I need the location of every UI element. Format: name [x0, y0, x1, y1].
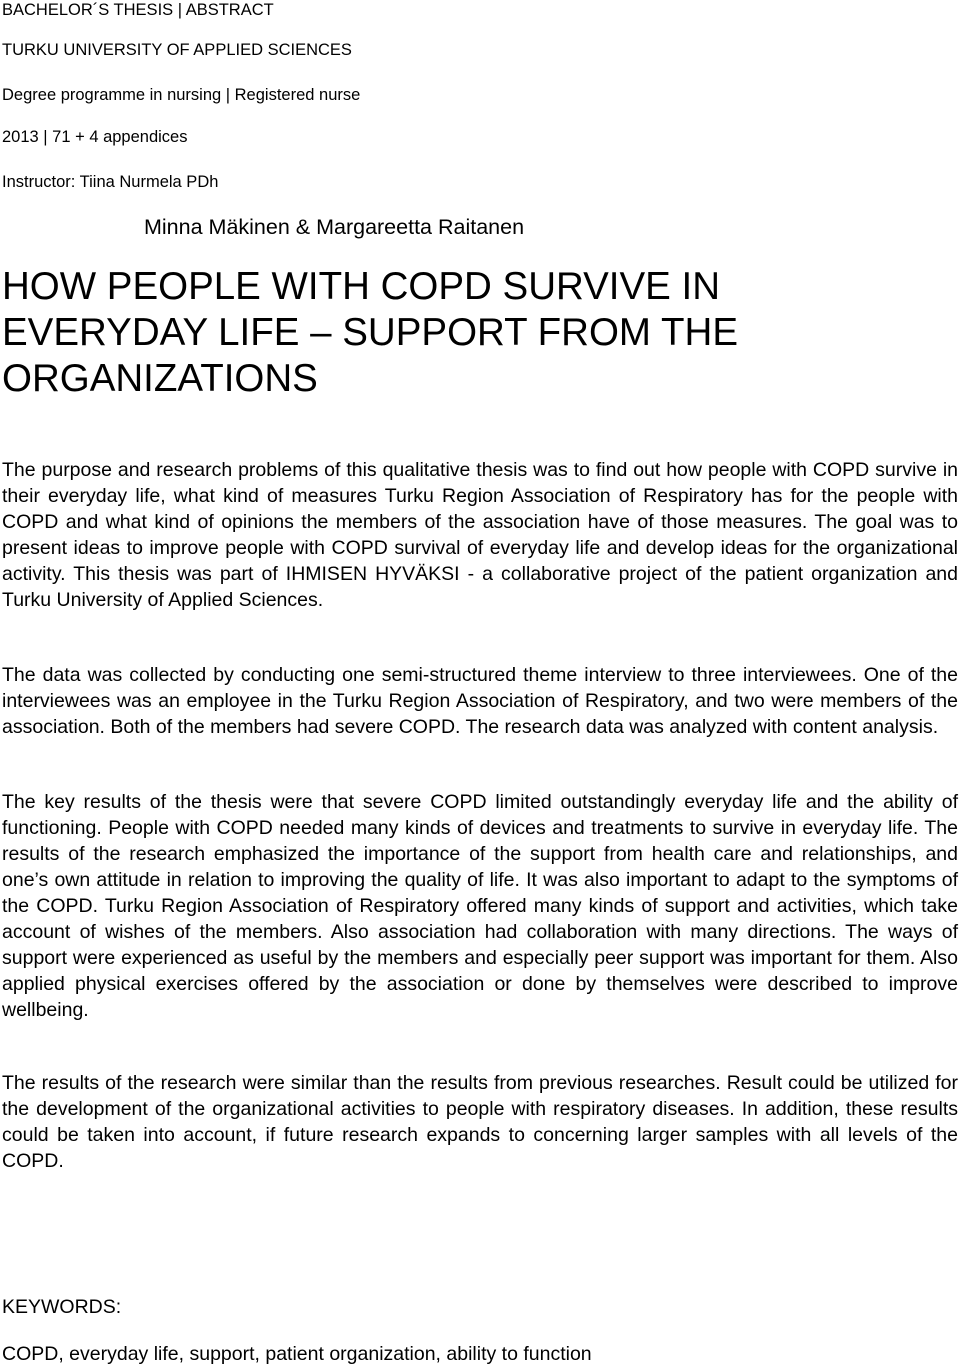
instructor: Instructor: Tiina Nurmela PDh: [2, 173, 219, 191]
document-type: BACHELOR´S THESIS | ABSTRACT: [2, 1, 274, 19]
title-line-3: ORGANIZATIONS: [2, 357, 318, 400]
abstract-paragraph-3: The key results of the thesis were that severe COPD limited outstandingly everyday life and the ability of functioning. People with COPD needed many kinds of devices and treatments to survive in everyday life. The results of the research emphasized the importance of the support from health care and relationships, and one’s own attitude in relation to improving the quality of life. It was also important to adapt to the symptoms of the COPD. Turku Region Association of Respiratory offered many kinds of support and activities, which take account of wishes of the members. Also association had collaboration with many directions. The ways of support were experienced as useful by the members and especially peer support was important for them. Also applied physical exercises offered by the association or done by themselves were described to improve wellbeing.: [2, 791, 958, 1021]
abstract-paragraph-2: The data was collected by conducting one semi-structured theme interview to three interviewees. One of the interviewees was an employee in the Turku Region Association of Respiratory, and two were members of the association. Both of the members had severe COPD. The research data was analyzed with content analysis.: [2, 664, 958, 738]
thesis-title: [2, 264, 942, 402]
degree-programme: Degree programme in nursing | Registered nurse: [2, 86, 361, 104]
abstract-paragraph-1: The purpose and research problems of this qualitative thesis was to find out how people with COPD survive in their everyday life, what kind of measures Turku Region Association of Respiratory has for the people with COPD and what kind of opinions the members of the association have of those measures. The goal was to present ideas to improve people with COPD survival of everyday life and develop ideas for the organizational activity. This thesis was part of IHMISEN HYVÄKSI - a collaborative project of the patient organization and Turku University of Applied Sciences.: [2, 459, 958, 611]
authors: Minna Mäkinen & Margareetta Raitanen: [144, 215, 525, 239]
keywords-value: COPD, everyday life, support, patient organization, ability to function: [2, 1343, 592, 1365]
title-line-2: EVERYDAY LIFE – SUPPORT FROM THE: [2, 311, 738, 354]
abstract-paragraph-4: The results of the research were similar than the results from previous researches. Result could be utilized for the development of the organizational activities to people with respiratory diseases. In addition, these results could be taken into account, if future research expands to concerning larger samples with all levels of the COPD.: [2, 1072, 958, 1172]
year-and-pages: 2013 | 71 + 4 appendices: [2, 128, 188, 146]
university-name: TURKU UNIVERSITY OF APPLIED SCIENCES: [2, 41, 352, 59]
title-line-1: HOW PEOPLE WITH COPD SURVIVE IN: [2, 265, 721, 308]
keywords-label: KEYWORDS:: [2, 1296, 122, 1318]
